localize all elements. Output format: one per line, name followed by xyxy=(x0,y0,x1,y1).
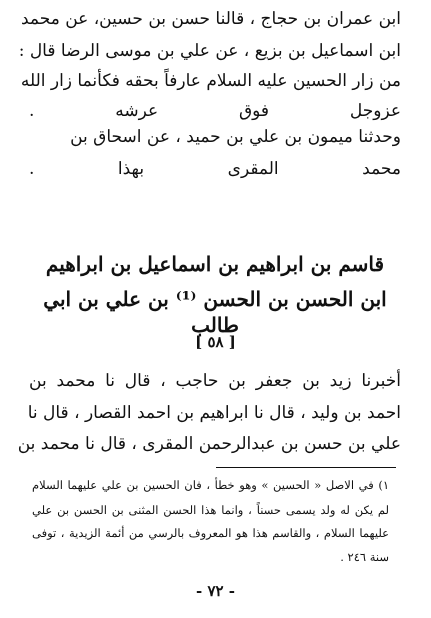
section-title-line-1: قاسم بن ابراهيم بن اسماعيل بن ابراهيم xyxy=(45,252,385,276)
text-line: محمد المقرى بهذا . xyxy=(29,159,401,179)
footnote-divider xyxy=(216,467,396,468)
footnote-line: ١) في الاصل « الحسين » وهو خطأ ، فان الحسين بن علي عليهما السلام xyxy=(32,478,389,492)
footnote-line: عليهما السلام ، والقاسم هذا هو المعروف بالرسي من أئمة الزيدية ، توفى xyxy=(32,526,389,540)
body-line: أخبرنا زيد بن جعفر بن حاجب ، قال نا محمد بن xyxy=(29,371,401,391)
body-line: علي بن حسن بن عبدالرحمن المقرى ، قال نا محمد بن xyxy=(17,434,401,454)
text-line: من زار الحسين عليه السلام عارفاً بحقه فكأنما زار الله xyxy=(20,71,401,91)
text-line: وحدثنا ميمون بن علي بن حميد ، عن اسحاق بن xyxy=(70,127,401,147)
footnote-line: سنة ٢٤٦ . xyxy=(340,550,389,564)
footnote-line: لم يكن له ولد يسمى حسناً ، وانما هذا الحسن المثنى بن الحسن بن علي xyxy=(32,503,389,517)
page-number: - ٧٢ - xyxy=(195,582,236,600)
section-title-line-2: ابن الحسن بن الحسن ⁽¹⁾ بن علي بن ابي طالب xyxy=(43,287,387,337)
text-line: عزوجل فوق عرشه . xyxy=(29,101,401,121)
entry-number: [ ٥٨ ] xyxy=(195,333,236,351)
text-line: ابن اسماعيل بن بزيع ، عن علي بن موسى الرضا قال : xyxy=(18,41,401,61)
text-line: ابن عمران بن حجاج ، قالنا حسن بن حسين، عن محمد xyxy=(20,9,401,29)
body-line: احمد بن وليد ، قال نا ابراهيم بن احمد القصار ، قال نا xyxy=(27,403,401,423)
